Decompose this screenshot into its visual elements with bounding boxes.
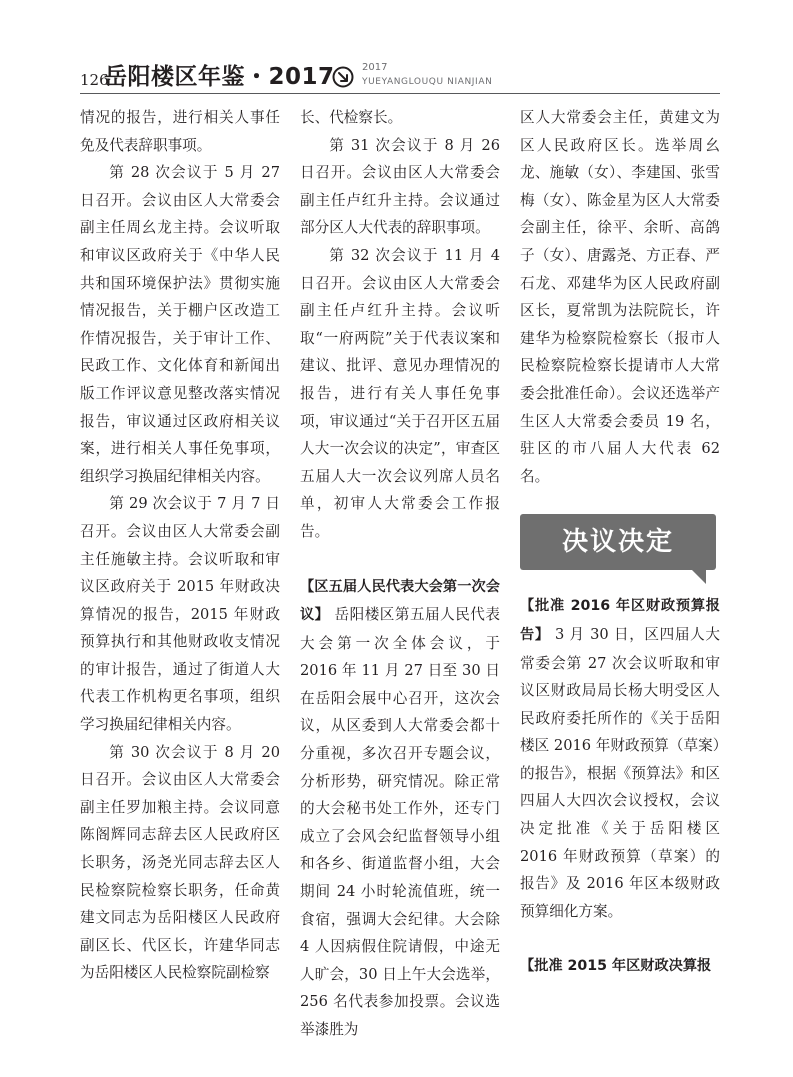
page-header — [0, 0, 793, 100]
text-column-2 — [300, 104, 500, 1044]
header-year: 2017 — [362, 62, 388, 73]
paragraph: 第 28 次会议于 5 月 27 日召开。会议由区人大常委会副主任周幺龙主持。会议听取和审议区政府关于《中华人民共和国环境保护法》贯彻实施情况报告，关于棚户区改造工作情况报告，关于审计工作、民政工作、文化体育和新闻出版工作评议意见整改落实情况报告，审议通过区政府相关议案，进行相关人事任免事项，组织学习换届纪律相关内容。 — [80, 164, 280, 485]
section-title: 【区五届人民代表大会第一次会议】 — [300, 578, 500, 624]
paragraph: 第 31 次会议于 8 月 26 日召开。会议由区人大常委会副主任卢红升主持。会议通过部分区人大代表的辞职事项。 — [300, 136, 500, 237]
header-pinyin: YUEYANGLOUQU NIANJIAN — [362, 77, 493, 87]
paragraph: 区人大常委会主任，黄建文为区人民政府区长。选举周幺龙、施敏（女）、李建国、张雪梅（女）、陈金星为区人大常委会副主任，徐平、余昕、高鸽子（女）、唐露尧、方正春、严石龙、邓建华为区人民政府副区长，夏常凯为法院院长，许建华为检察院检察长（报市人民检察院检察长提请市人大常委会批准任命）。会议还选举产生区人大常委会委员 19 名，驻区的市八届人大代表 62 名。 — [520, 109, 720, 485]
paragraph: 第 29 次会议于 7 月 7 日召开。会议由区人大常委会副主任施敏主持。会议听取和审议区政府关于 2015 年财政决算情况的报告，2015 年财政预算执行和其他财政收支情况的审计报告，通过了街道人大代表工作机构更名事项，组织学习换届纪律相关内容。 — [80, 495, 280, 734]
banner-title: 决议决定 — [561, 527, 674, 558]
text-column-1 — [80, 104, 280, 987]
book-title: 岳阳楼区年鉴・2017 — [104, 64, 335, 90]
header-rule — [80, 93, 720, 94]
section-banner — [520, 514, 716, 570]
section-body: 3 月 30 日，区四届人大常委会第 27 次会议听取和审议区财政局局长杨大明受区人民政府委托所作的《关于岳阳楼区 2016 年财政预算（草案）的报告》，根据《预算法》和区四届人大四次会议授权，会议决定批准《关于岳阳楼区 2016 年财政预算（草案）的报告》及 2016 年区本级财政预算细化方案。 — [520, 625, 720, 920]
section-body: 岳阳楼区第五届人民代表大会第一次全体会议，于 2016 年 11 月 27 日至 30 日在岳阳会展中心召开，这次会议，从区委到人大常委会都十分重视，多次召开专题会议，分析形势，研究情况。除正常的大会秘书处工作外，还专门成立了会风会纪监督领导小组和各乡、街道监督小组，大会期间 24 小时轮流值班，统一食宿，强调大会纪律。大会除 4 人因病假住院请假，中途无人旷会，30 日上午大会选举，256 名代表参加投票。会议选举漆胜为 — [300, 606, 500, 1038]
section-paragraph — [520, 592, 720, 925]
paragraph: 长、代检察长。 — [300, 109, 403, 126]
section-paragraph — [300, 573, 500, 1044]
paragraph: 情况的报告，进行相关人事任免及代表辞职事项。 — [80, 109, 280, 154]
section-title: 【批准 2016 年区财政预算报告】 — [520, 598, 720, 643]
section-title: 【批准 2015 年区财政决算报 — [520, 958, 712, 975]
paragraph: 第 32 次会议于 11 月 4 日召开。会议由区人大常委会副主任卢红升主持。会议听取“一府两院”关于代表议案和建议、批评、意见办理情况的报告，进行有关人事任免事项，审议通过“关于召开区五届人大一次会议的决定”，审查区五届人大一次会议列席人员名单，初审人大常委会工作报告。 — [300, 246, 500, 540]
text-column-3 — [520, 104, 720, 981]
page-number: 126 — [80, 71, 109, 89]
circled-down-arrow-icon — [332, 66, 354, 88]
section-paragraph — [520, 952, 720, 981]
paragraph: 第 30 次会议于 8 月 20 日召开。会议由区人大常委会副主任罗加粮主持。会议同意陈阁辉同志辞去区人民政府区长职务，汤尧光同志辞去区人民检察院检察长职务，任命黄建文同志为岳阳楼区人民政府副区长、代区长，许建华同志为岳阳楼区人民检察院副检察 — [80, 743, 280, 982]
